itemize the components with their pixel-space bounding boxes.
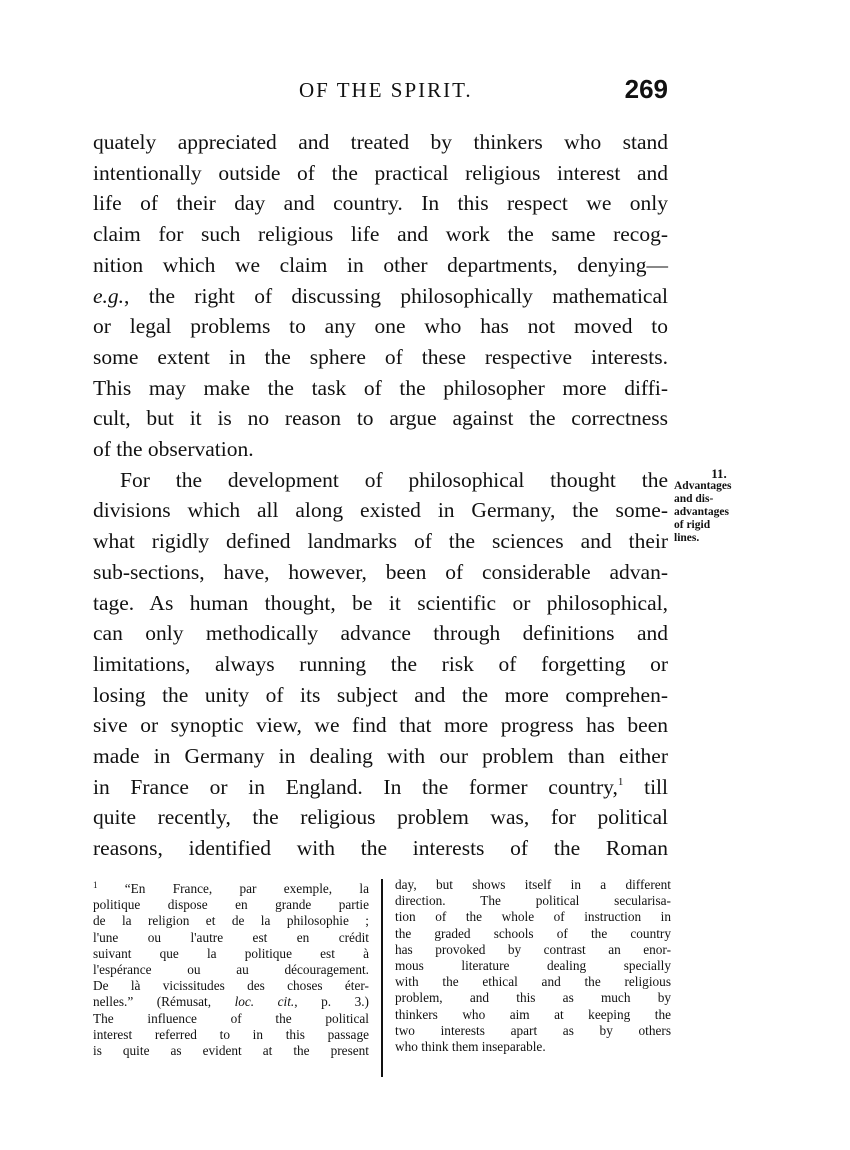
footnote-line: with the ethical and the religious [395, 974, 671, 990]
text-line: nition which we claim in other departments, denying— [93, 252, 668, 277]
footnote-line: day, but shows itself in a different [395, 877, 671, 892]
footnote-line: mous literature dealing specially [395, 958, 671, 974]
footnote-line: has provoked by contrast an enor- [395, 941, 671, 957]
text-fragment: , p. 3.) [294, 994, 369, 1010]
footnote-line: de la religion et de la philosophie ; [93, 913, 369, 929]
text-line: what rigidly defined landmarks of the sciences and their [93, 529, 668, 554]
footnote-line [93, 994, 369, 1010]
footnote-line: two interests apart as by others [395, 1022, 671, 1038]
text-line: quately appreciated and treated by thinkers who stand [93, 130, 668, 154]
text-fragment: till [623, 774, 668, 799]
text-line: some extent in the sphere of these respective interests. [93, 344, 668, 369]
footnote-line: suivant que la politique est à [93, 945, 369, 961]
margin-note-line: and dis- [674, 493, 714, 505]
text-line: reasons, identified with the interests of the Roman [93, 836, 668, 861]
column-divider [381, 879, 383, 1077]
text-line: or legal problems to any one who has not moved to [93, 314, 668, 339]
text-fragment: in France or in England. In the former country, [93, 774, 618, 799]
footnote-column-right [395, 877, 671, 1055]
margin-note-line: Advantages [674, 480, 732, 492]
text-line: losing the unity of its subject and the more comprehen- [93, 682, 668, 707]
footnotes [93, 877, 671, 1077]
margin-note-line: of rigid [674, 519, 711, 531]
text-line: claim for such religious life and work the same recog- [93, 222, 668, 247]
margin-note-number: 11. [711, 466, 727, 481]
text-line: made in Germany in dealing with our problem than either [93, 744, 668, 769]
footnote-line: who think them inseparable. [395, 1039, 546, 1055]
footnote-line: interest referred to in this passage [93, 1026, 369, 1042]
body-text [93, 127, 668, 864]
text-line: This may make the task of the philosopher more diffi- [93, 375, 668, 400]
footnote-line: the graded schools of the country [395, 925, 671, 941]
text-line: For the development of philosophical thought the [120, 467, 668, 492]
text-line [93, 281, 668, 312]
text-line: intentionally outside of the practical religious interest and [93, 160, 668, 185]
footnote-line: thinkers who aim at keeping the [395, 1006, 671, 1022]
footnote-line: is quite as evident at the present [93, 1043, 369, 1059]
page-header [93, 76, 668, 110]
footnote-reference: 1 [617, 775, 624, 788]
text-line: of the observation. [93, 437, 254, 462]
text-fragment: , the right of discussing philosophically mathematical [124, 283, 668, 308]
text-line: limitations, always running the risk of forgetting or [93, 651, 668, 676]
text-line: life of their day and country. In this respect we only [93, 191, 668, 216]
text-fragment: “En France, par exemple, la [97, 881, 369, 896]
text-line: sub-sections, have, however, been of considerable advan- [93, 559, 668, 584]
citation-abbrev: loc. cit. [234, 994, 295, 1010]
footnote-line: The influence of the political [93, 1010, 369, 1026]
footnote-column-left [93, 877, 369, 1059]
footnote-line: problem, and this as much by [395, 990, 671, 1006]
text-line: cult, but it is no reason to argue against the correctness [93, 406, 668, 431]
footnote-line: l'une ou l'autre est en crédit [93, 929, 369, 945]
text-fragment: nelles.” (Rémusat, [93, 994, 235, 1010]
footnote-line: tion of the whole of instruction in [395, 909, 671, 925]
paragraph-2 [93, 465, 668, 864]
eg-abbrev: e.g. [93, 283, 125, 308]
text-line: can only methodically advance through definitions and [93, 621, 668, 646]
footnote-line: politique dispose en grande partie [93, 897, 369, 913]
margin-note-line: advantages [674, 506, 729, 518]
text-line: quite recently, the religious problem was, for political [93, 805, 668, 830]
page-number: 269 [624, 74, 668, 104]
footnote-line: l'espérance ou au découragement. [93, 962, 369, 978]
text-line: sive or synoptic view, we find that more progress has been [93, 713, 668, 738]
footnote-line [93, 877, 369, 897]
margin-note [674, 467, 764, 545]
text-line: divisions which all along existed in Germany, the some- [93, 498, 668, 523]
footnote-line: De là vicissitudes des choses éter- [93, 978, 369, 994]
running-title: OF THE SPIRIT. [299, 78, 473, 102]
margin-note-line: lines. [674, 532, 700, 544]
footnote-line: direction. The political secularisa- [395, 893, 671, 909]
text-line: tage. As human thought, be it scientific or philosophical, [93, 590, 668, 615]
paragraph-1 [93, 127, 668, 465]
footnote-marker: 1 [93, 880, 98, 890]
text-line [93, 772, 668, 803]
